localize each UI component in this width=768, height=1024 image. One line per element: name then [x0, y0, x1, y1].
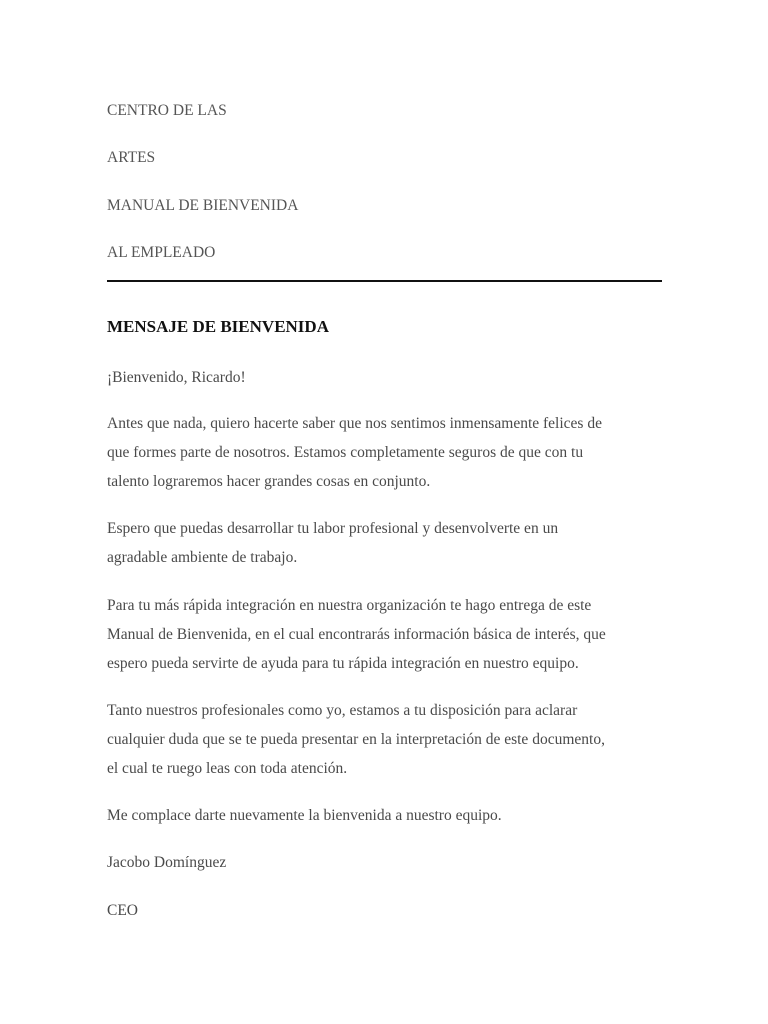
header-line-manual: MANUAL DE BIENVENIDA	[107, 197, 299, 214]
signature-role	[107, 896, 662, 925]
paragraph-3	[107, 591, 662, 678]
paragraph-5	[107, 801, 662, 830]
paragraph-line: espero pueda servirte de ayuda para tu rápida integración en nuestro equipo.	[107, 655, 579, 672]
paragraph-line: que formes parte de nosotros. Estamos completamente seguros de que con tu	[107, 444, 584, 461]
signature-name	[107, 848, 662, 877]
paragraph-line: Me complace darte nuevamente la bienvenida a nuestro equipo.	[107, 807, 502, 824]
signature-name-text: Jacobo Domínguez	[107, 854, 227, 871]
header-line-organization: CENTRO DE LAS	[107, 102, 227, 119]
header-line-organization-cont: ARTES	[107, 149, 156, 166]
paragraph-line: Espero que puedas desarrollar tu labor profesional y desenvolverte en un	[107, 520, 559, 537]
paragraph-4	[107, 696, 662, 783]
paragraph-line: Tanto nuestros profesionales como yo, estamos a tu disposición para aclarar	[107, 702, 578, 719]
paragraph-1	[107, 409, 662, 496]
paragraph-line: el cual te ruego leas con toda atención.	[107, 760, 348, 777]
header-divider	[107, 280, 662, 282]
paragraph-line: Manual de Bienvenida, en el cual encontrarás información básica de interés, que	[107, 626, 606, 643]
signature-role-text: CEO	[107, 902, 138, 919]
section-title: MENSAJE DE BIENVENIDA	[107, 317, 329, 336]
paragraph-line: Antes que nada, quiero hacerte saber que nos sentimos inmensamente felices de	[107, 415, 602, 432]
greeting	[107, 363, 662, 392]
header-line-audience: AL EMPLEADO	[107, 244, 216, 261]
greeting-line: ¡Bienvenido, Ricardo!	[107, 369, 246, 386]
paragraph-line: cualquier duda que se te pueda presentar en la interpretación de este documento,	[107, 731, 605, 748]
paragraph-2	[107, 514, 662, 572]
paragraph-line: talento lograremos hacer grandes cosas en conjunto.	[107, 473, 431, 490]
paragraph-line: Para tu más rápida integración en nuestra organización te hago entrega de este	[107, 597, 592, 614]
paragraph-line: agradable ambiente de trabajo.	[107, 549, 298, 566]
